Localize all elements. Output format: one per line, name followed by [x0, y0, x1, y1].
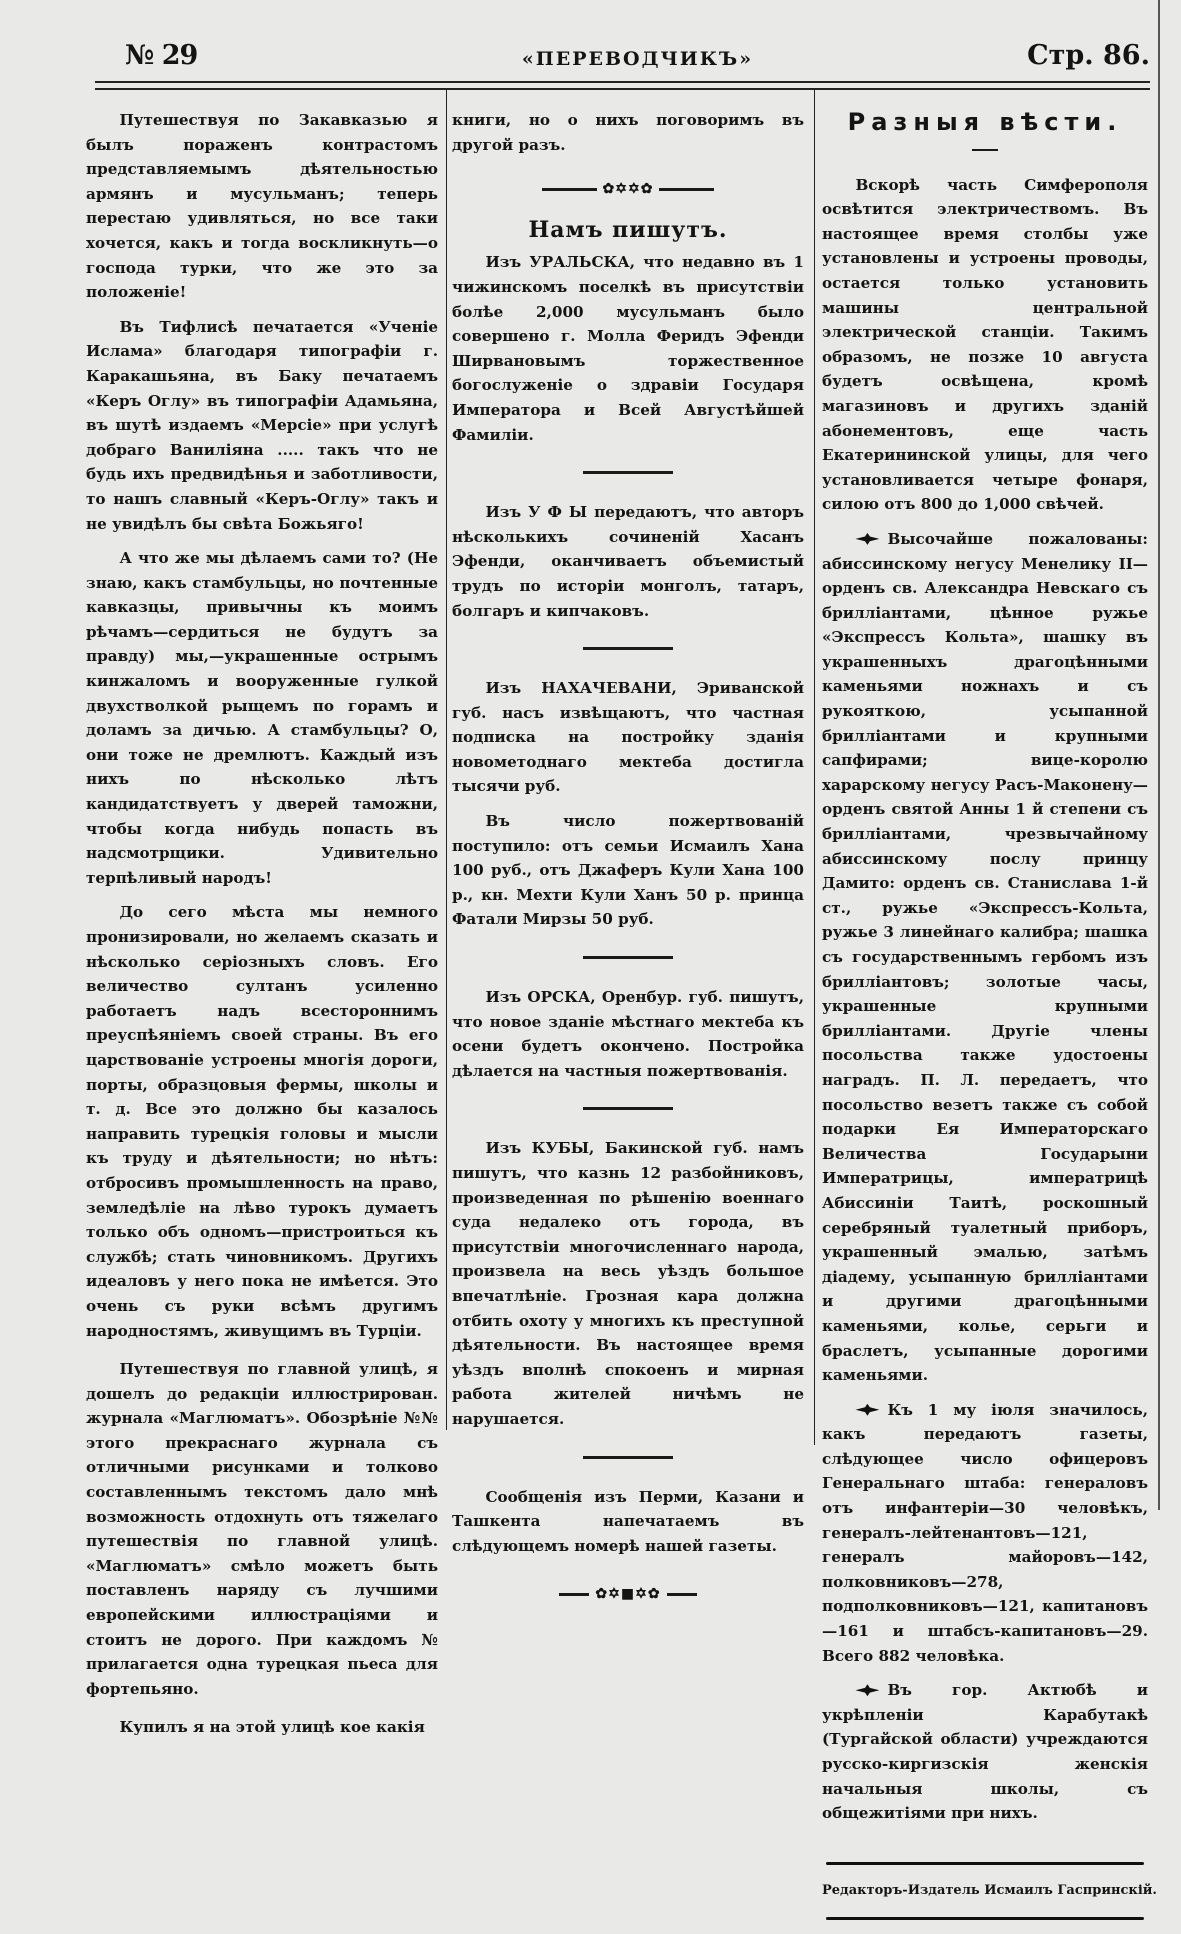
news-item	[822, 1398, 1148, 1669]
signature-rule	[826, 1917, 1144, 1920]
article-paragraph: До сего мѣста мы немного пронизировали, но желаемъ сказать и нѣсколько серіозныхъ словъ. Его величество султанъ усиленно работаетъ надъ всестороннимъ преуспѣяніемъ своей страны. Въ его царствованіе устроены многія дороги, порты, образцовыя фермы, школы и т. д. Все это должно бы казалось направить турецкія головы и мысли къ труду и дѣятельности; но нѣтъ: отбросивъ промышленность на право, земледѣліе на лѣво турокъ думаетъ только объ одномъ—пристроиться къ службѣ; стать чиновникомъ. Другихъ идеаловъ у него пока не имѣется. Это очень съ руки всѣмъ другимъ народностямъ, живущимъ въ Турціи.	[86, 903, 438, 1340]
newspaper-title: «ПЕРЕВОДЧИКЪ»	[521, 48, 754, 70]
news-item: Изъ КУБЫ, Бакинской губ. намъ пишутъ, что казнь 12 разбойниковъ, произведенная по рѣшенію военнаго суда недалеко отъ города, въ присутствіи многочисленнаго народа, произвела на весь уѣздъ большое впечатлѣніе. Грозная кара должна отбить охоту у многихъ къ преступной дѣятельности. Въ настоящее время уѣздъ вполнѣ спокоенъ и мирная работа жителей ничѣмъ не нарушается.	[452, 1139, 804, 1428]
ornament-bar	[667, 1593, 697, 1596]
news-item	[822, 527, 1148, 1388]
news-item: Изъ УРАЛЬСКА, что недавно въ 1 чижинскомъ поселкѣ въ присутствіи болѣе 2,000 мусульманъ было совершено г. Молла Феридъ Эфенди Ширвановымъ торжественное богослуженіе о здравіи Государя Императора и Всей Августѣйшей Фамиліи.	[452, 253, 804, 444]
masthead-rule	[95, 88, 1150, 90]
ornament-divider	[452, 1582, 804, 1607]
news-item: Въ число пожертвованій поступило: отъ семьи Исмаилъ Хана 100 руб., отъ Джаферъ Кули Хана 100 р., кн. Мехти Кули Ханъ 50 р. принца Фатали Мирзы 50 руб.	[452, 812, 804, 929]
masthead	[125, 40, 1150, 80]
article-paragraph: Въ Тифлисѣ печатается «Ученіе Ислама» благодаря типографіи г. Каракашьяна, въ Баку печатаемъ «Керъ Оглу» въ типографіи Адамьяна, въ шутѣ издаемъ «Мерсіе» при услугѣ добраго Ваниліяна ..... такъ что не будь ихъ предвидѣнья и заботливости, то нашъ славный «Керъ-Оглу» такъ и не увидѣлъ бы свѣта Божьяго!	[86, 317, 438, 533]
page-edge	[1158, 0, 1160, 1510]
article-continuation: книги, но о нихъ поговоримъ въ другой разъ.	[452, 111, 804, 154]
heading-rule	[972, 149, 998, 151]
news-item: Изъ У Ф Ы передаютъ, что авторъ нѣсколькихъ сочиненій Хасанъ Эфенди, оканчиваетъ объемистый трудъ по исторіи монголъ, татаръ, болгаръ и кипчаковъ.	[452, 503, 804, 620]
item-separator	[583, 1107, 673, 1110]
news-item: Сообщенія изъ Перми, Казани и Ташкента напечатаемъ въ слѣдующемъ номерѣ нашей газеты.	[452, 1487, 804, 1555]
news-item: Изъ НАХАЧЕВАНИ, Эриванской губ. насъ извѣщаютъ, что частная подписка на постройку зданія новометоднаго мектеба достигла тысячи руб.	[452, 679, 804, 796]
article-paragraph: А что же мы дѣлаемъ сами то? (Не знаю, какъ стамбульцы, но почтенные кавказцы, привычны къ моимъ рѣчамъ—сердиться не будутъ за правду) мы,—украшенные острымъ кинжаломъ и вооруженные гулкой двухстволкой рыщемъ по горамъ и доламъ за дичью. А стамбульцы? О, они тоже не дремлютъ. Каждый изъ нихъ по нѣсколько лѣтъ кандидатствуетъ у дверей таможни, чтобы когда нибудь попасть въ надсмотрщики. Удивительно терпѣливый народъ!	[86, 549, 438, 887]
section-heading: Разныя вѣсти.	[847, 108, 1123, 136]
diamond-bullet-icon	[855, 1404, 879, 1416]
column-divider	[814, 90, 815, 1445]
issue-number: № 29	[125, 40, 198, 71]
diamond-bullet-icon	[855, 1684, 879, 1696]
column-travel-article	[86, 108, 438, 1750]
news-item: Вскорѣ часть Симферополя освѣтится электричествомъ. Въ настоящее время столбы уже установлены и устроены проводы, остается только установить машины центральной электрической станціи. Такимъ образомъ, не позже 10 августа будетъ освѣщена, кромѣ магазиновъ и другихъ зданій абонементовъ, еще часть Екатерининской улицы, для чего установливается четыре фонаря, силою отъ 800 до 1,000 свѣчей.	[822, 175, 1148, 514]
column-various-news	[822, 108, 1157, 1934]
news-item	[822, 1678, 1148, 1826]
item-separator	[583, 1456, 673, 1459]
flourish-icon: ✿✡■✡✿	[595, 1586, 661, 1603]
signature-rule	[826, 1862, 1144, 1865]
diamond-bullet-icon	[855, 533, 879, 545]
article-paragraph: Путешествуя по Закавказью я былъ пораженъ контрастомъ представляемымъ дѣятельностью армянъ и мусульманъ; теперь перестаю удивляться, но все таки хочется, какъ и тогда воскликнуть—о господа турки, что же это за положеніе!	[86, 111, 438, 302]
ornament-bar	[542, 188, 597, 191]
column-divider	[446, 90, 447, 1430]
page-number: Стр. 86.	[1027, 40, 1150, 71]
flourish-icon: ✿✡✡✿	[602, 181, 654, 198]
item-separator	[583, 647, 673, 650]
news-item-text: Въ гор. Актюбѣ и укрѣпленіи Карабутакѣ (Тургайской области) учреждаются русско-киргизскія женскія начальныя школы, съ общежитіями при нихъ.	[822, 1681, 1148, 1823]
editor-signature: Редакторъ-Издатель Исмаилъ Гаспринскій.	[822, 1882, 1157, 1898]
article-paragraph: Купилъ я на этой улицѣ кое какія	[119, 1718, 425, 1737]
column-letters	[452, 108, 804, 1623]
section-heading: Намъ пишутъ.	[528, 216, 728, 243]
ornament-bar	[559, 1593, 589, 1596]
article-paragraph: Путешествуя по главной улицѣ, я дошелъ до редакціи иллюстрирован. журнала «Маглюматъ». Обозрѣніе №№ этого прекраснаго журнала съ отличными рисунками и толково составленнымъ текстомъ дало мнѣ возможность отдохнуть отъ тяжелаго путешествія по главной улицѣ. «Маглюматъ» смѣло можетъ быть поставленъ наряду съ лучшими европейскими иллюстраціями и стоитъ не дорого. При каждомъ № прилагается одна турецкая пьеса для фортепьяно.	[86, 1360, 438, 1698]
item-separator	[583, 471, 673, 474]
ornament-divider	[452, 177, 804, 202]
news-item-text: Къ 1 му іюля значилось, какъ передаютъ газеты, слѣдующее число офицеровъ Генеральнаго штаба: генераловъ отъ инфантеріи—30 человѣкъ, генералъ-лейтенантовъ—121, генералъ майоровъ—142, полковниковъ—278, подполковниковъ—121, капитановъ—161 и штабсъ-капитановъ—29. Всего 882 человѣка.	[822, 1400, 1148, 1665]
news-item-text: Высочайше пожалованы: абиссинскому негусу Менелику II—орденъ св. Александра Невскаго съ брилліантами, цѣнное ружье «Экспрессъ Кольта», шашку въ украшенныхъ драгоцѣнными каменьями ножнахъ и съ рукояткою, усыпанной брилліантами и крупными сапфирами; вице-королю харарскому негусу Расъ-Маконену—орденъ святой Анны 1 й степени съ брилліантами, чрезвычайному абиссинскому послу принцу Дамито: орденъ св. Станислава 1-й ст., ружье «Экспрессъ-Кольта, ружье 3 линейнаго калибра; шашка съ государственнымъ гербомъ изъ брилліантовъ; золотые часы, украшенные крупными брилліантами. Другіе члены посольства также удостоены наградъ. П. Л. передаетъ, что посольство везетъ также съ собой подарки Ея Императорскаго Величества Государыни Императрицы, императрицѣ Абиссиніи Таитѣ, роскошный серебряный туалетный приборъ, украшенный эмалью, затѣмъ діадему, усыпанную брилліантами и другими драгоцѣнными каменьями, колье, серьги и браслетъ, усыпанные дорогими каменьями.	[822, 529, 1148, 1385]
news-item: Изъ ОРСКА, Оренбур. губ. пишутъ, что новое зданіе мѣстнаго мектеба къ осени будетъ окончено. Постройка дѣлается на частныя пожертвованія.	[452, 988, 804, 1080]
masthead-rule	[95, 81, 1150, 83]
item-separator	[583, 956, 673, 959]
ornament-bar	[659, 188, 714, 191]
